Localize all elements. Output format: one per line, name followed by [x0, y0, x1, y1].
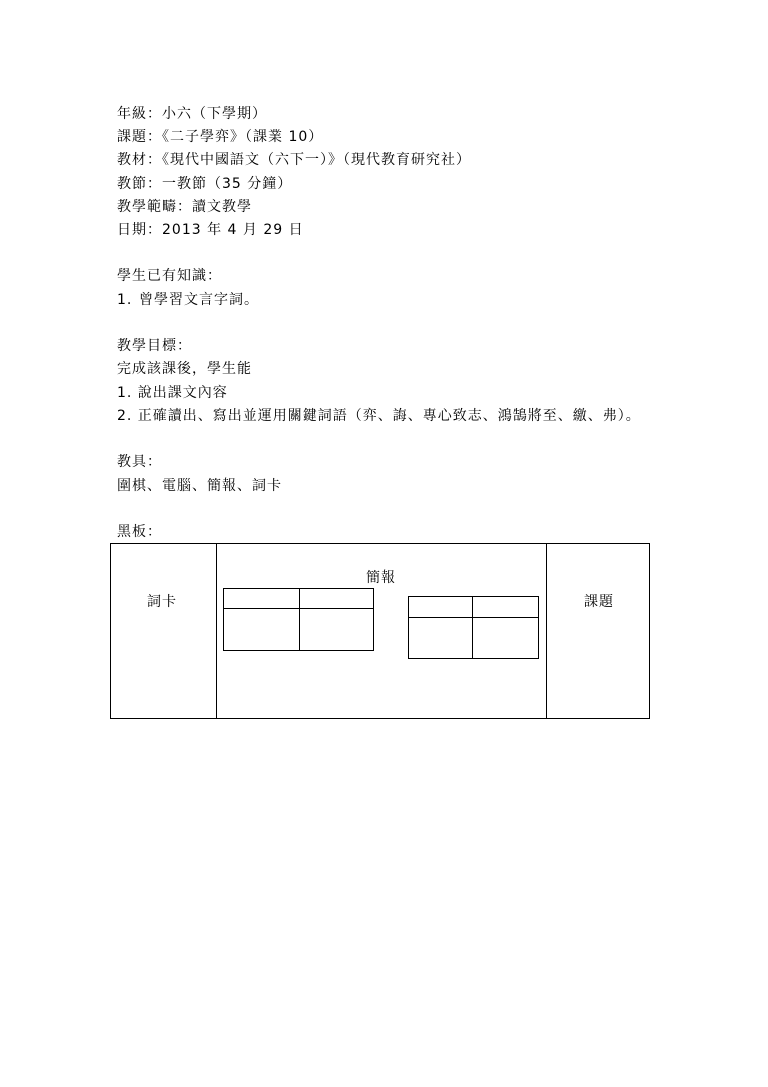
- column-divider: [216, 544, 217, 718]
- objective-item: 2. 正確讀出、寫出並運用關鍵詞語（弈、誨、專心致志、鴻鵠將至、繳、弗）。: [117, 408, 641, 424]
- lesson-title-line: 課題：《二子學弈》（課業 10）: [117, 129, 324, 145]
- textbook-line: 教材：《現代中國語文（六下一）》（現代教育研究社）: [117, 152, 471, 168]
- periods-line: 教節：一教節（35 分鐘）: [117, 176, 293, 192]
- blackboard-diagram: [110, 543, 650, 719]
- tools-heading: 教具：: [117, 454, 162, 470]
- scope-line: 教學範疇：讀文教學: [117, 199, 252, 215]
- date-line: 日期：2013 年 4 月 29 日: [117, 222, 304, 238]
- list-item-text: 曾學習文言字詞。: [139, 292, 259, 308]
- grid-col-divider: [472, 597, 473, 658]
- grade-line: 年級：小六（下學期）: [117, 106, 267, 122]
- prior-knowledge-heading: 學生已有知識：: [117, 268, 222, 284]
- grid-row-divider: [409, 617, 538, 618]
- slide-grid-right: [408, 596, 539, 659]
- word-card-label: 詞卡: [147, 594, 177, 610]
- objectives-intro: 完成該課後，學生能: [117, 361, 252, 377]
- list-number: 1.: [117, 292, 133, 308]
- objective-item: 1. 說出課文內容: [117, 385, 228, 401]
- prior-knowledge-item: [117, 290, 259, 310]
- column-divider: [546, 544, 547, 718]
- objectives-heading: 教學目標：: [117, 338, 192, 354]
- lesson-title-label: 課題: [584, 594, 614, 610]
- slide-grid-left: [223, 588, 374, 651]
- blackboard-heading: 黑板：: [117, 524, 162, 540]
- tools-list: 圍棋、電腦、簡報、詞卡: [117, 478, 282, 494]
- slides-label: 簡報: [366, 570, 396, 586]
- grid-col-divider: [299, 589, 300, 650]
